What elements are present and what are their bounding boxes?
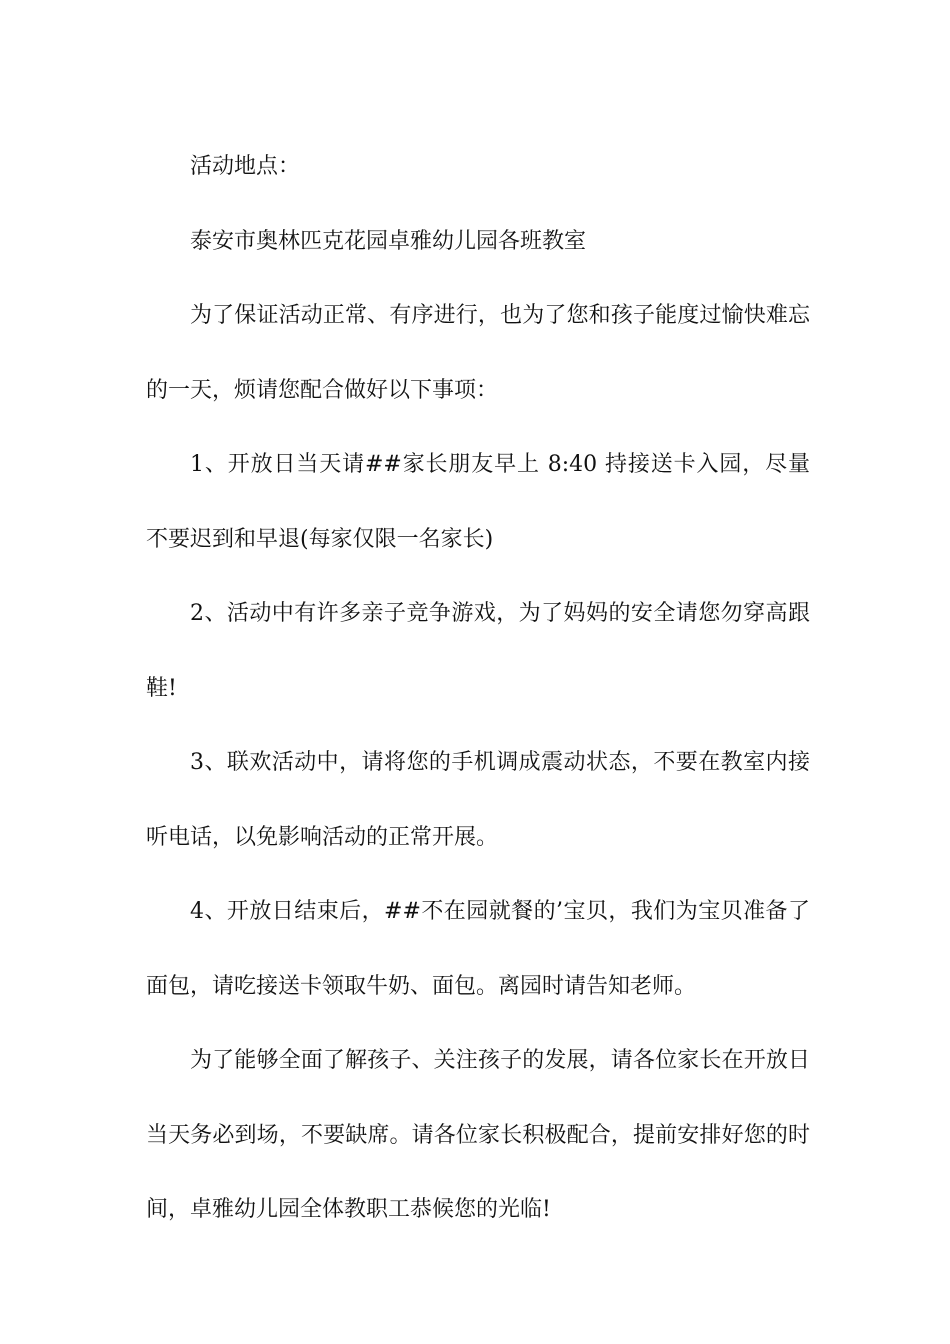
- paragraph-closing: 为了能够全面了解孩子、关注孩子的发展，请各位家长在开放日当天务必到场，不要缺席。请各位家长积极配合，提前安排好您的时间，卓雅幼儿园全体教职工恭候您的光临!: [146, 1048, 810, 1222]
- paragraph-item-1: 1、开放日当天请##家长朋友早上 8:40 持接送卡入园，尽量不要迟到和早退(每家仅限一名家长): [146, 452, 810, 552]
- paragraph-location-label: 活动地点：: [190, 154, 301, 179]
- paragraph-location-value: 泰安市奥林匹克花园卓雅幼儿园各班教室: [190, 228, 587, 254]
- document-body: [146, 130, 810, 1248]
- paragraph-item-4: 4、开放日结束后，##不在园就餐的’宝贝，我们为宝贝准备了面包，请吃接送卡领取牛奶、面包。离园时请告知老师。: [146, 899, 810, 999]
- paragraph-item-3: 3、联欢活动中，请将您的手机调成震动状态，不要在教室内接听电话，以免影响活动的正常开展。: [146, 750, 810, 850]
- paragraph-intro: 为了保证活动正常、有序进行，也为了您和孩子能度过愉快难忘的一天，烦请您配合做好以下事项：: [146, 303, 810, 403]
- paragraph-item-2: 2、活动中有许多亲子竞争游戏，为了妈妈的安全请您勿穿高跟鞋!: [146, 601, 810, 701]
